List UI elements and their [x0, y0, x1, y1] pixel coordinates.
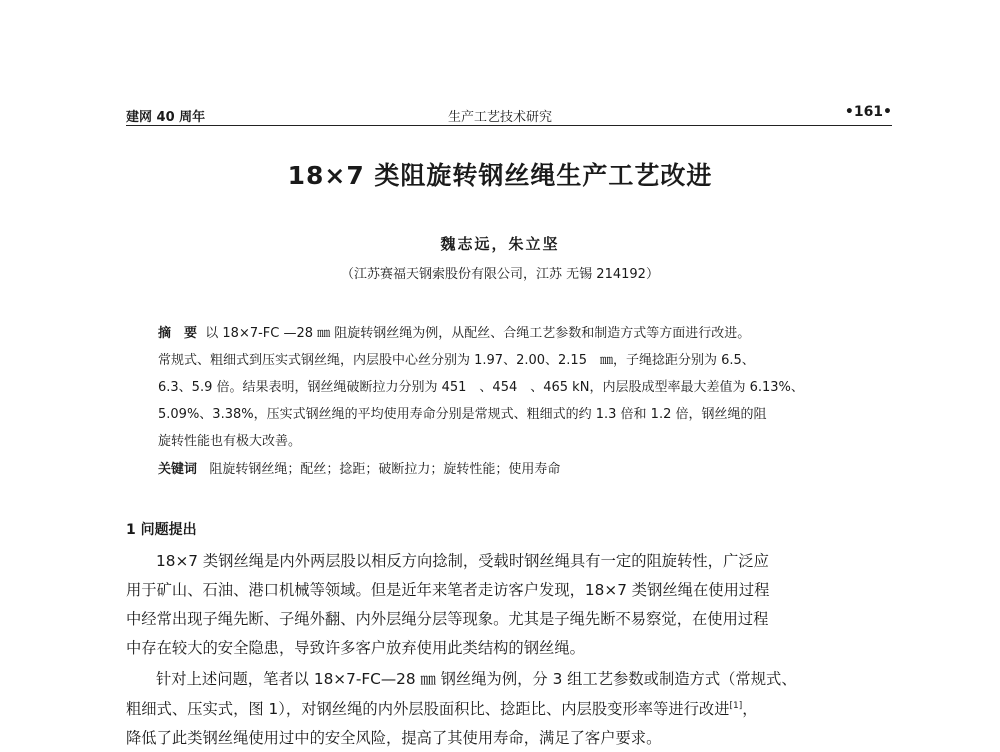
abstract-line: 摘 要 以 18×7-FC —28 ㎜ 阻旋转钢丝绳为例，从配丝、合绳工艺参数和制造方式等方面进行改进。 [158, 326, 751, 341]
page-number: •161• [844, 104, 892, 120]
body-line: 针对上述问题，笔者以 18×7-FC—28 ㎜ 钢丝绳为例，分 3 组工艺参数或制造方式（常规式、 [156, 670, 797, 688]
citation: [1] [729, 700, 743, 711]
abstract-label: 摘 要 [158, 326, 198, 341]
body-line: 18×7 类钢丝绳是内外两层股以相反方向捻制，受载时钢丝绳具有一定的阻旋转性，广泛应 [156, 552, 769, 570]
keywords [158, 458, 560, 477]
authors: 魏志远，朱立坚 [440, 235, 560, 253]
body-line: 用于矿山、石油、港口机械等领域。但是近年来笔者走访客户发现，18×7 类钢丝绳在使用过程 [126, 581, 770, 599]
body-line: 粗细式、压实式，图 1），对钢丝绳的内外层股面积比、捻距比、内层股变形率等进行改进[1]， [126, 700, 758, 718]
body-line: 中存在较大的安全隐患，导致许多客户放弃使用此类结构的钢丝绳。 [126, 639, 585, 657]
abstract-line: 常规式、粗细式到压实式钢丝绳，内层股中心丝分别为 1.97、2.00、2.15 ㎜，子绳捻距分别为 6.5、 [158, 353, 755, 368]
running-header-center: 生产工艺技术研究 [447, 110, 552, 125]
affiliation: （江苏赛福天钢索股份有限公司，江苏 无锡 214192） [341, 267, 659, 282]
abstract-line: 6.3、5.9 倍。结果表明，钢丝绳破断拉力分别为 451 、454 、465 kN，内层股成型率最大差值为 6.13%、 [158, 380, 804, 395]
keywords-text: 阻旋转钢丝绳；配丝；捻距；破断拉力；旋转性能；使用寿命 [209, 462, 561, 477]
keywords-label: 关键词 [158, 462, 198, 477]
paper-title: 18×7 类阻旋转钢丝绳生产工艺改进 [287, 161, 713, 190]
abstract-line: 旋转性能也有极大改善。 [158, 434, 302, 449]
body-line: 降低了此类钢丝绳使用过中的安全风险，提高了其使用寿命，满足了客户要求。 [126, 729, 662, 747]
running-header-left: 建网 40 周年 [126, 110, 206, 125]
header-rule [126, 125, 892, 126]
abstract-line: 5.09%、3.38%，压实式钢丝绳的平均使用寿命分别是常规式、粗细式的约 1.3 倍和 1.2 倍，钢丝绳的阻 [158, 407, 767, 422]
section-heading: 1 问题提出 [126, 522, 197, 538]
body-line: 中经常出现子绳先断、子绳外翻、内外层绳分层等现象。尤其是子绳先断不易察觉，在使用过程 [126, 610, 769, 628]
